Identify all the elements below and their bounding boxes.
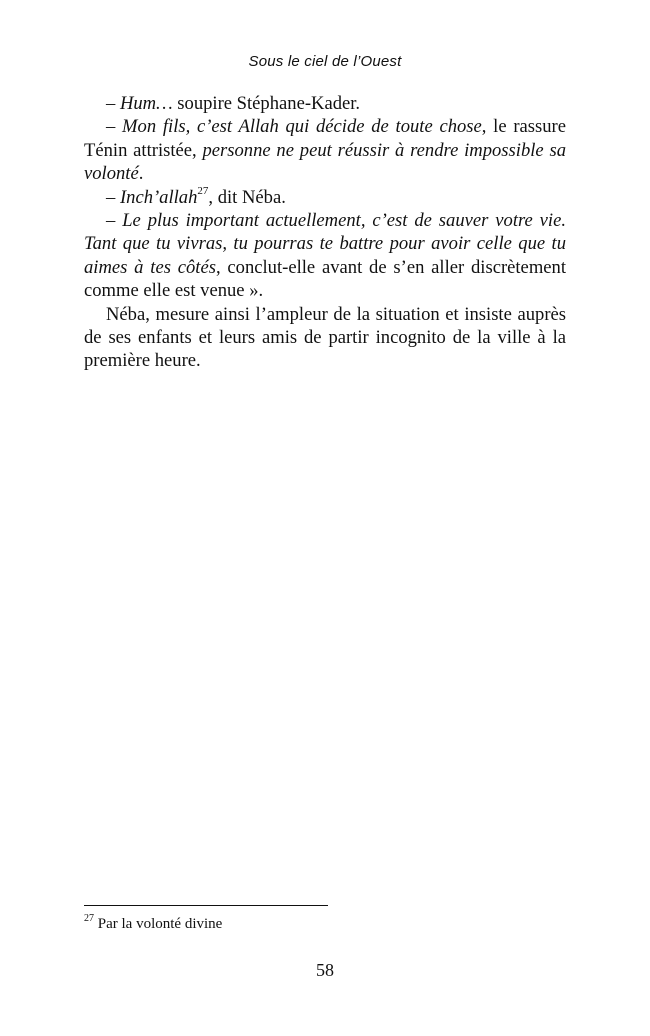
italic-speech: personne ne peut réussir à rendre impossible sa volonté	[84, 139, 566, 185]
footnote-text: Par la volonté divine	[94, 916, 223, 932]
narration: , dit Néba.	[208, 186, 286, 208]
paragraph-1	[84, 92, 566, 115]
dialogue-dash: –	[106, 186, 120, 208]
running-header: Sous le ciel de l’Ouest	[248, 53, 402, 70]
paragraph-5: Néba, mesure ainsi l’ampleur de la situation et insiste auprès de ses enfants et leurs amis de partir incognito de la ville à la première heure.	[84, 303, 566, 372]
dialogue-dash: –	[106, 93, 120, 114]
italic-speech: Mon fils, c’est Allah qui décide de toute chose	[122, 116, 482, 138]
footnote-reference[interactable]: 27	[197, 185, 209, 198]
punctuation: .	[138, 163, 144, 185]
paragraph-4	[84, 209, 566, 303]
italic-speech: Inch’allah	[119, 186, 198, 208]
page-number: 58	[316, 960, 334, 980]
narration: , le rassure Ténin attristée,	[84, 116, 566, 161]
paragraph-3	[84, 186, 566, 209]
footnote-number: 27	[84, 913, 94, 924]
dialogue-dash: –	[106, 116, 123, 138]
italic-speech: Hum…	[119, 93, 173, 114]
body-text	[84, 92, 566, 373]
footnote	[84, 914, 566, 934]
footnote-separator	[84, 905, 328, 906]
narration: soupire Stéphane-Kader.	[172, 93, 361, 114]
paragraph-2	[84, 115, 566, 185]
dialogue-dash: –	[106, 210, 123, 232]
narration: , conclut-elle avant de s’en aller discrètement comme elle est venue ».	[84, 256, 566, 302]
italic-speech: Le plus important actuellement, c’est de sauver votre vie. Tant que tu vivras, tu pourras te battre pour avoir celle que tu aimes à tes côtés	[84, 210, 566, 278]
